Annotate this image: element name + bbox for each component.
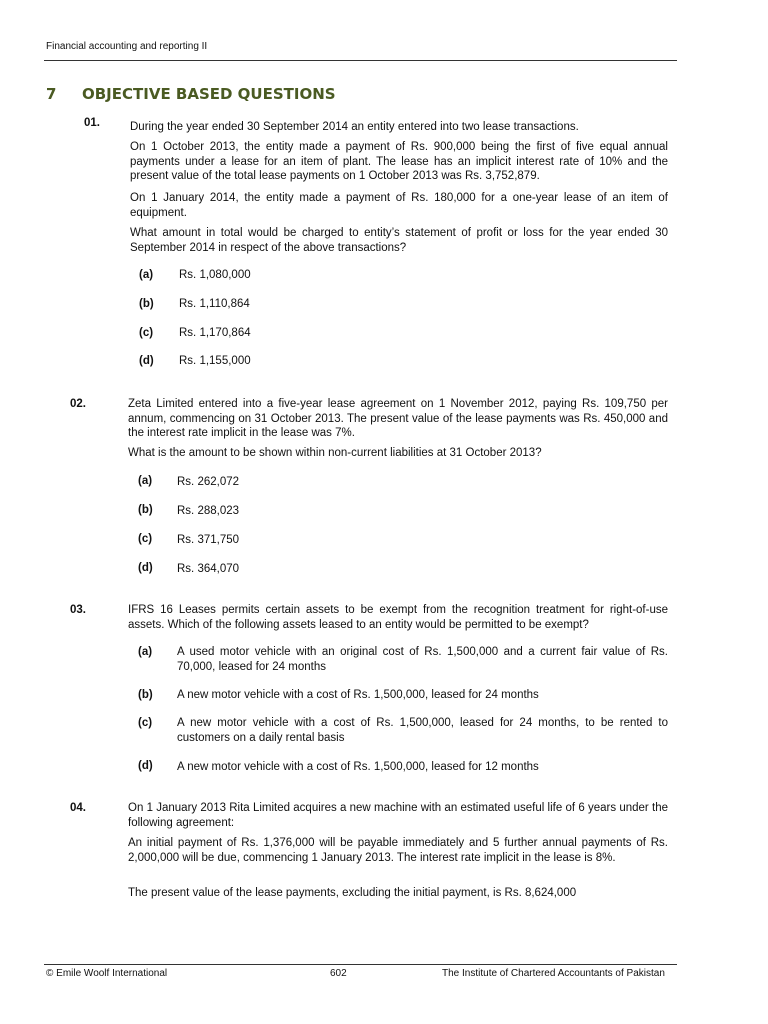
option-label: (b)	[138, 689, 153, 701]
option-label: (b)	[138, 504, 153, 516]
option-label: (c)	[138, 533, 153, 545]
section-number: 7	[46, 85, 57, 103]
question-number: 02.	[70, 398, 86, 410]
option-text: A used motor vehicle with an original cost of Rs. 1,500,000 and a current fair value of Rs. 70,000, leased for 24 months	[177, 646, 668, 673]
question-paragraph: The present value of the lease payments, excluding the initial payment, is Rs. 8,624,000	[128, 887, 577, 899]
option-label: (c)	[138, 717, 153, 729]
option-label: (d)	[138, 760, 153, 772]
section-title: OBJECTIVE BASED QUESTIONS	[82, 85, 336, 103]
footer-copyright: © Emile Woolf International	[46, 968, 168, 979]
option-text: A new motor vehicle with a cost of Rs. 1,500,000, leased for 24 months, to be rented to customers on a daily rental basis	[177, 717, 668, 744]
section-heading	[46, 85, 336, 103]
option-text: Rs. 288,023	[177, 505, 240, 517]
footer-institute: The Institute of Chartered Accountants of Pakistan	[442, 968, 665, 979]
question-paragraph: On 1 January 2014, the entity made a payment of Rs. 180,000 for a one-year lease of an item of equipment.	[130, 192, 668, 219]
question-paragraph: On 1 January 2013 Rita Limited acquires a new machine with an estimated useful life of 6 years under the following agreement:	[128, 802, 668, 829]
question-paragraph: An initial payment of Rs. 1,376,000 will be payable immediately and 5 further annual payments of Rs. 2,000,000 will be due, commencing 1 January 2013. The interest rate implicit in the lease is 8%.	[128, 837, 668, 864]
option-label: (d)	[138, 562, 153, 574]
option-text: Rs. 1,080,000	[179, 269, 251, 281]
option-text: Rs. 364,070	[177, 563, 240, 575]
footer-divider	[44, 964, 677, 965]
question-paragraph: What amount in total would be charged to entity’s statement of profit or loss for the year ended 30 September 2014 in respect of the above transactions?	[130, 227, 668, 254]
option-text: Rs. 1,110,864	[179, 298, 250, 310]
option-text: A new motor vehicle with a cost of Rs. 1,500,000, leased for 24 months	[177, 689, 539, 701]
option-text: Rs. 1,170,864	[179, 327, 251, 339]
header-divider	[44, 60, 677, 61]
question-paragraph: IFRS 16 Leases permits certain assets to be exempt from the recognition treatment for right-of-use assets. Which of the following assets leased to an entity would be permitted to be exempt?	[128, 604, 668, 631]
option-text: Rs. 262,072	[177, 476, 240, 488]
question-number: 04.	[70, 802, 86, 814]
question-paragraph: On 1 October 2013, the entity made a payment of Rs. 900,000 being the first of five equal annual payments under a lease for an item of plant. The lease has an implicit interest rate of 10% and the present value of the total lease payments on 1 October 2013 was Rs. 3,752,879.	[130, 141, 668, 182]
option-label: (a)	[139, 269, 154, 281]
option-text: A new motor vehicle with a cost of Rs. 1,500,000, leased for 12 months	[177, 761, 539, 773]
option-label: (d)	[139, 355, 154, 367]
option-label: (c)	[139, 327, 154, 339]
page-number: 602	[330, 968, 347, 979]
option-label: (a)	[138, 475, 153, 487]
question-paragraph: Zeta Limited entered into a five-year lease agreement on 1 November 2012, paying Rs. 109,750 per annum, commencing on 31 October 2013. The present value of the lease payments was Rs. 450,000 and the interest rate implicit in the lease was 7%.	[128, 398, 668, 439]
running-header: Financial accounting and reporting II	[46, 41, 208, 52]
question-paragraph: During the year ended 30 September 2014 an entity entered into two lease transactions.	[130, 121, 579, 133]
option-text: Rs. 371,750	[177, 534, 240, 546]
option-label: (a)	[138, 646, 153, 658]
question-number: 03.	[70, 604, 86, 616]
question-paragraph: What is the amount to be shown within non-current liabilities at 31 October 2013?	[128, 447, 542, 459]
option-text: Rs. 1,155,000	[179, 355, 251, 367]
option-label: (b)	[139, 298, 154, 310]
question-number: 01.	[84, 117, 100, 129]
